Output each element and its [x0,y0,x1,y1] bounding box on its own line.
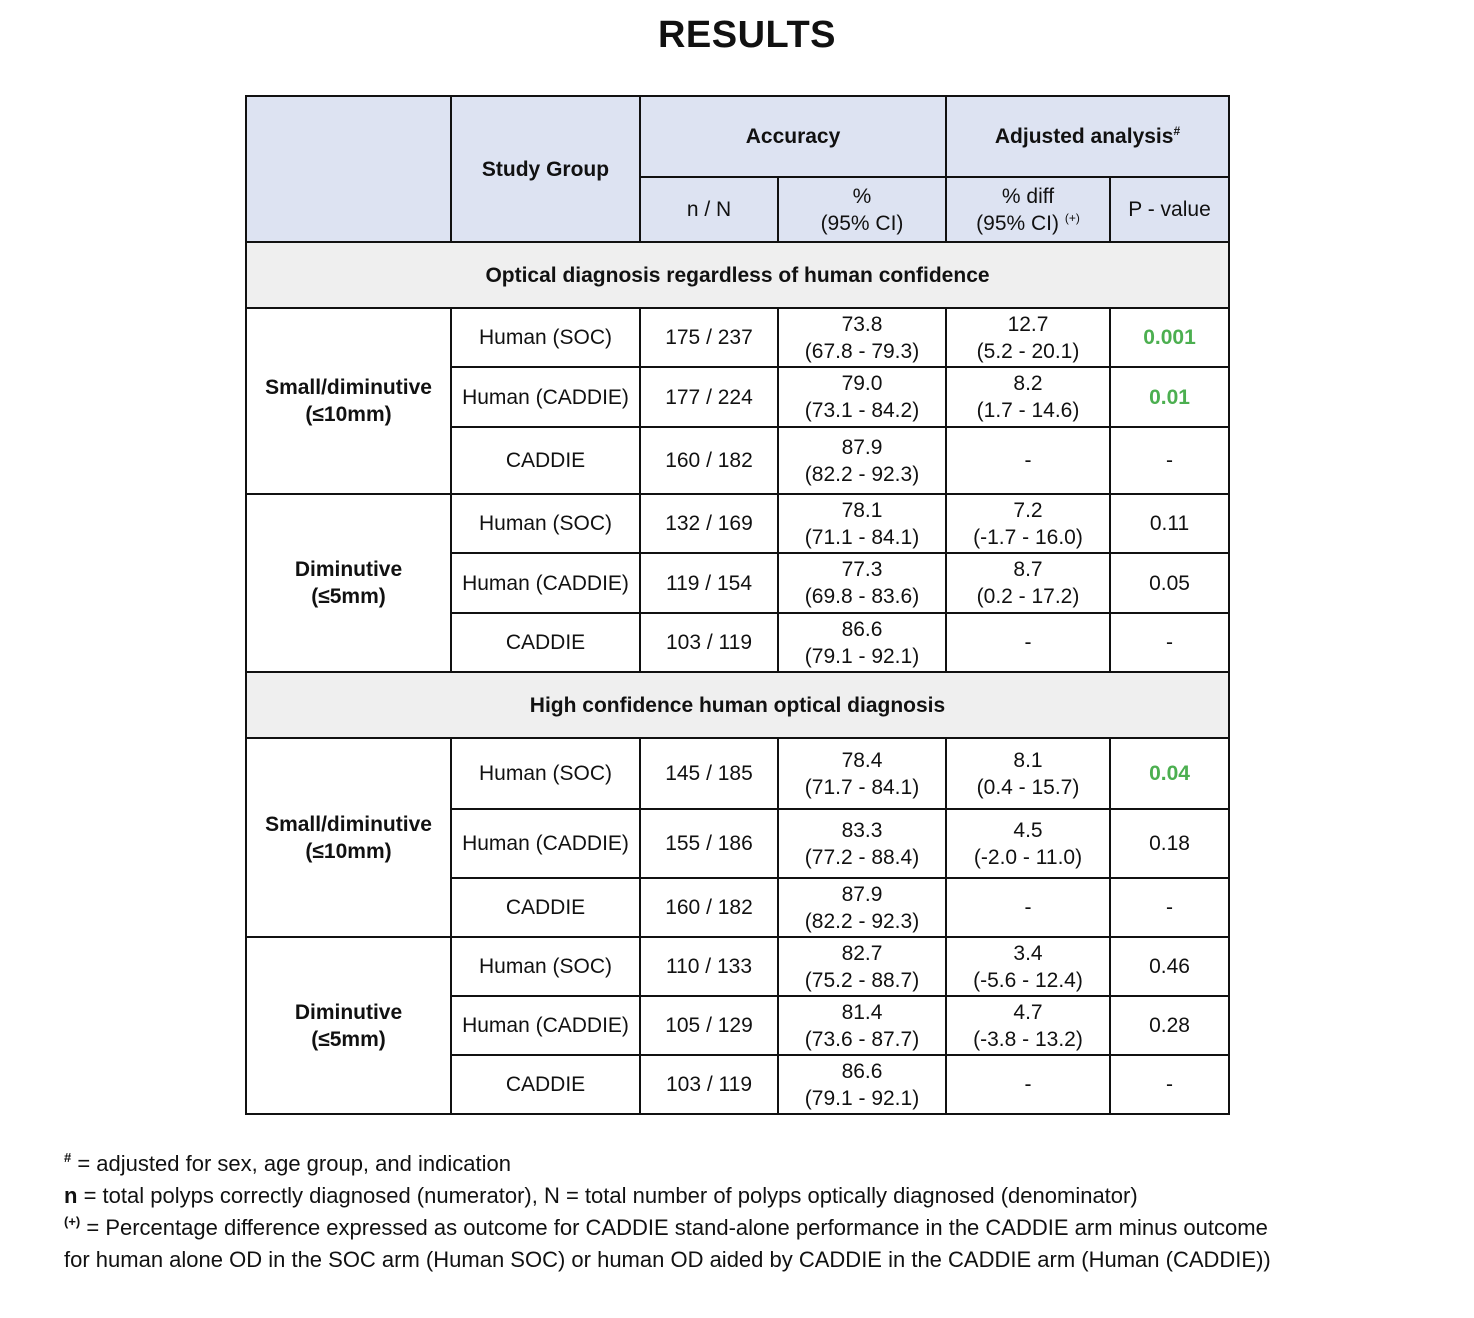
adjusted-diff-ci: (-2.0 - 11.0) [973,845,1083,869]
adjusted-diff: 7.2 [1013,498,1043,522]
study-group-cell: Human (SOC) [451,937,640,996]
adjusted-diff-cell [946,427,1110,494]
pvalue-cell: 0.01 [1110,367,1229,427]
accuracy-ci: (73.1 - 84.2) [804,399,920,422]
accuracy-ci: (67.8 - 79.3) [804,339,920,363]
section-row [246,242,1229,308]
header-percent-line2: (95% CI) [820,211,904,235]
adjusted-diff: 4.5 [1013,818,1043,842]
n-over-N-cell: 160 / 182 [640,427,778,494]
table-row [246,494,1229,553]
adjusted-diff-ci: (-1.7 - 16.0) [973,525,1083,549]
accuracy-ci: (73.6 - 87.7) [804,1027,920,1051]
group-label-line2: (≤10mm) [305,839,392,863]
accuracy-pct: 87.9 [841,882,883,906]
group-label [246,494,451,672]
study-group-cell: CADDIE [451,878,640,937]
group-label [246,937,451,1114]
accuracy-pct: 83.3 [841,818,883,842]
pvalue-cell: - [1110,1055,1229,1114]
accuracy-pct: 77.3 [841,558,883,581]
adjusted-diff-ci: (-3.8 - 13.2) [973,1027,1083,1051]
adjusted-diff-cell [946,937,1110,996]
footnote-4 [64,1244,1271,1276]
accuracy-pct-cell [778,494,946,553]
adjusted-diff-cell [946,553,1110,613]
table-body [246,242,1229,1114]
header-blank-cell [246,96,451,242]
accuracy-pct: 86.6 [841,617,883,641]
accuracy-pct: 87.9 [841,435,883,459]
accuracy-pct-cell [778,937,946,996]
accuracy-ci: (82.2 - 92.3) [804,462,920,486]
header-diff-line1: % diff [1001,184,1055,208]
study-group-cell: Human (SOC) [451,308,640,367]
study-group-cell: Human (SOC) [451,738,640,809]
group-label [246,738,451,937]
adjusted-diff-cell [946,738,1110,809]
page-title: RESULTS [657,14,837,56]
pvalue-cell: 0.04 [1110,738,1229,809]
n-over-N-cell: 110 / 133 [640,937,778,996]
group-label-line2: (≤10mm) [305,403,392,426]
n-over-N-cell: 103 / 119 [640,613,778,672]
accuracy-pct-cell [778,553,946,613]
header-adjusted-analysis [946,96,1229,177]
n-over-N-cell: 155 / 186 [640,809,778,878]
adjusted-diff: 8.1 [1013,748,1043,772]
accuracy-pct-cell [778,427,946,494]
header-diff-line2: (95% CI) [976,211,1059,235]
group-label-line1: Small/diminutive [265,812,432,836]
adjusted-diff-cell [946,367,1110,427]
study-group-cell: Human (CADDIE) [451,809,640,878]
accuracy-ci: (77.2 - 88.4) [804,845,920,869]
accuracy-pct: 78.4 [841,748,883,772]
accuracy-ci: (71.7 - 84.1) [804,775,920,799]
accuracy-pct-cell [778,738,946,809]
pvalue-cell: 0.001 [1110,308,1229,367]
accuracy-ci: (71.1 - 84.1) [804,525,920,549]
adjusted-diff: - [1024,449,1032,472]
accuracy-pct-cell [778,1055,946,1114]
table-row [246,308,1229,367]
study-group-cell: CADDIE [451,613,640,672]
adjusted-diff-cell [946,494,1110,553]
footnotes [64,1148,1271,1276]
study-group-cell: CADDIE [451,427,640,494]
adjusted-diff: - [1024,631,1032,654]
accuracy-ci: (82.2 - 92.3) [804,909,920,933]
adjusted-diff: - [1024,896,1032,919]
footnote-3-sup: (+) [64,1214,81,1229]
group-label-line2: (≤5mm) [311,585,386,608]
adjusted-diff: 12.7 [1007,312,1049,336]
header-adjusted-sup: # [1173,124,1181,138]
adjusted-diff: - [1024,1073,1032,1096]
header-accuracy: Accuracy [640,96,946,177]
accuracy-pct: 79.0 [841,372,883,395]
footnote-1-text: = adjusted for sex, age group, and indication [71,1151,511,1176]
group-label [246,308,451,494]
study-group-cell: Human (CADDIE) [451,367,640,427]
accuracy-pct-cell [778,878,946,937]
adjusted-diff-cell [946,996,1110,1055]
adjusted-diff-cell [946,809,1110,878]
results-table [245,95,1230,1115]
accuracy-pct: 82.7 [841,941,883,965]
header-pvalue: P - value [1110,177,1229,242]
pvalue-cell: 0.11 [1110,494,1229,553]
n-over-N-cell: 177 / 224 [640,367,778,427]
adjusted-diff-cell [946,1055,1110,1114]
accuracy-pct: 78.1 [841,498,883,522]
accuracy-pct-cell [778,996,946,1055]
pvalue-cell: - [1110,878,1229,937]
accuracy-ci: (79.1 - 92.1) [804,644,920,668]
study-group-cell: Human (CADDIE) [451,553,640,613]
footnote-2 [64,1180,1271,1212]
pvalue-cell: 0.05 [1110,553,1229,613]
header-diff [946,177,1110,242]
header-percent [778,177,946,242]
footnote-2-text: = total polyps correctly diagnosed (numerator), N = total number of polyps optically diagnosed (denominator) [77,1183,1138,1208]
footnote-1-sup: # [64,1150,72,1165]
accuracy-pct: 73.8 [841,312,883,336]
table-row [246,937,1229,996]
adjusted-diff-cell [946,308,1110,367]
n-over-N-cell: 103 / 119 [640,1055,778,1114]
adjusted-diff-ci: (0.4 - 15.7) [976,775,1080,799]
pvalue-cell: - [1110,613,1229,672]
header-adjusted-label: Adjusted analysis [994,125,1174,148]
header-percent-line1: % [852,184,872,208]
n-over-N-cell: 175 / 237 [640,308,778,367]
accuracy-pct: 81.4 [841,1000,883,1024]
pvalue-cell: 0.28 [1110,996,1229,1055]
adjusted-diff: 8.7 [1013,558,1043,581]
footnote-4-text: for human alone OD in the SOC arm (Human SOC) or human OD aided by CADDIE in the CADDIE arm (Human (CADDIE)) [64,1247,1271,1272]
pvalue-cell: 0.46 [1110,937,1229,996]
group-label-line1: Small/diminutive [265,376,432,399]
n-over-N-cell: 105 / 129 [640,996,778,1055]
n-over-N-cell: 119 / 154 [640,553,778,613]
study-group-cell: Human (CADDIE) [451,996,640,1055]
adjusted-diff-ci: (1.7 - 14.6) [976,399,1080,422]
study-group-cell: CADDIE [451,1055,640,1114]
pvalue-cell: - [1110,427,1229,494]
accuracy-ci: (79.1 - 92.1) [804,1086,920,1110]
section-row [246,672,1229,738]
header-n-over-N: n / N [640,177,778,242]
adjusted-diff-ci: (5.2 - 20.1) [976,339,1080,363]
accuracy-ci: (69.8 - 83.6) [804,585,920,608]
adjusted-diff: 8.2 [1013,372,1043,395]
section-label: High confidence human optical diagnosis [246,672,1229,738]
study-group-cell: Human (SOC) [451,494,640,553]
footnote-1 [64,1148,1271,1180]
accuracy-ci: (75.2 - 88.7) [804,968,920,992]
adjusted-diff-cell [946,878,1110,937]
accuracy-pct-cell [778,809,946,878]
n-over-N-cell: 132 / 169 [640,494,778,553]
adjusted-diff-cell [946,613,1110,672]
adjusted-diff-ci: (-5.6 - 12.4) [973,968,1083,992]
pvalue-cell: 0.18 [1110,809,1229,878]
footnote-2-bold: n [64,1183,78,1208]
accuracy-pct-cell [778,367,946,427]
table-row [246,738,1229,809]
footnote-3-text: = Percentage difference expressed as outcome for CADDIE stand-alone performance in the CADDIE arm minus outcome [80,1215,1268,1240]
adjusted-diff: 4.7 [1013,1000,1043,1024]
footnote-3 [64,1212,1271,1244]
accuracy-pct-cell [778,613,946,672]
n-over-N-cell: 145 / 185 [640,738,778,809]
n-over-N-cell: 160 / 182 [640,878,778,937]
header-diff-sup: (+) [1064,210,1080,225]
accuracy-pct-cell [778,308,946,367]
header-study-group: Study Group [451,96,640,242]
adjusted-diff: 3.4 [1013,941,1043,965]
group-label-line2: (≤5mm) [311,1027,386,1051]
accuracy-pct: 86.6 [841,1059,883,1083]
group-label-line1: Diminutive [294,558,403,581]
section-label: Optical diagnosis regardless of human confidence [246,242,1229,308]
adjusted-diff-ci: (0.2 - 17.2) [976,585,1080,608]
group-label-line1: Diminutive [294,1000,403,1024]
